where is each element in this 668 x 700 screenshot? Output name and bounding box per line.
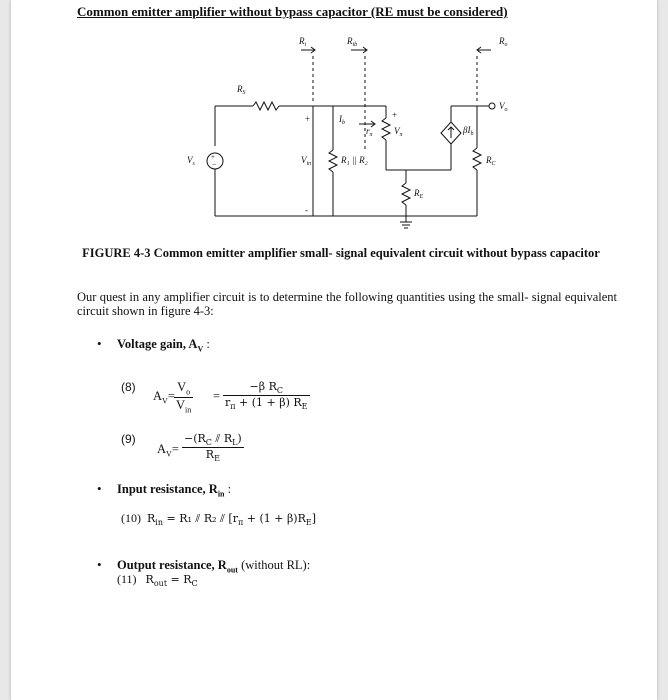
eq8-fraction-1: $V_o$ $V_{in}$ xyxy=(176,380,192,414)
r1r2-label: R₁ || R₂ xyxy=(341,155,368,165)
eq11-number: (11) xyxy=(117,572,137,586)
svg-text:−: − xyxy=(212,160,217,169)
r1r2-resistor-icon xyxy=(329,150,337,172)
circuit-diagram xyxy=(187,30,531,255)
vo-label: $V_o$ xyxy=(499,101,508,113)
eq9-fraction: $\frac{-(R_C ⫽ R_L)}{R_E}$ xyxy=(184,432,242,464)
vs-label: $V_s$ xyxy=(187,155,195,167)
beta-ib-label: $\beta I_b$ xyxy=(463,125,474,137)
re-resistor-icon xyxy=(402,183,410,205)
eq9-number: (9) xyxy=(121,432,136,446)
svg-text:+: + xyxy=(211,153,215,161)
ib-label: $I_b$ xyxy=(339,114,345,126)
intro-paragraph: Our quest in any amplifier circuit is to determine the following quantities using the small- signal equivalent circuit shown in figure 4-3: xyxy=(77,290,617,318)
rs-label: $R_S$ xyxy=(237,84,246,96)
vpi-plus: + xyxy=(392,110,398,120)
ri-label: $R_i$ xyxy=(299,36,307,48)
eq11: (11) $R_{out} = R_C$ xyxy=(117,572,198,589)
re-label: $R_E$ xyxy=(414,188,424,200)
document-title: Common emitter amplifier without bypass capacitor (RE must be considered) xyxy=(77,4,508,19)
input-resistance-heading: Input resistance, $R_{in}$ : xyxy=(117,482,232,499)
vin-label: $V_{in}$ xyxy=(301,155,312,167)
eq8-lhs: $A_V=$ xyxy=(153,389,175,406)
rc-resistor-icon xyxy=(473,148,481,170)
voltage-gain-heading: Voltage gain, $A_V$ : xyxy=(117,337,210,354)
ro-label: $R_o$ xyxy=(499,36,508,48)
document-page: Common emitter amplifier without bypass capacitor (RE must be considered) + − $R_i$ $R_{ib}$ $R_o$ $R_S$ $V_s$ + - $V_{in}$ R₁ || R₂ $I_b$ $r_\pi$ + $V_\pi$ $\beta I_b$ $R_C$ $R_E$ $V_o$ FIGURE 4-3 Common emitter amplifier small- signal equivalent circuit without bypass capacitor Our quest in any amplifier circuit is to determine the following quantities using the small- signal equivalent circuit shown in figure 4-3: • Voltage gain, $A_V$ : (8) $A_V=$ $V_o$ $V_{in}$ = $\frac{-\beta R_C}{r_\pi + (1 + \beta) R_E}$ (9) $A_V=$ $\frac{-(R_C ⫽ R_L)}{R_E}$ • Input resistance, $R_{in}$ : (10) $R_{in} = R_1$ ⫽ R₂ ⫽ $[r_\pi + (1 + \beta)R_E]$ • Output resistance, $R_{out}$ (without RL): (11) $R_{out} = R_C$ xyxy=(11,0,657,700)
output-terminal-icon xyxy=(489,103,495,109)
plus-sign: + xyxy=(305,114,311,124)
output-resistance-heading: Output resistance, $R_{out}$ (without RL): xyxy=(117,558,311,575)
rpi-label: $r_\pi$ xyxy=(366,126,373,138)
bullet-icon: • xyxy=(97,481,102,496)
rs-resistor-icon xyxy=(253,102,279,110)
bullet-icon: • xyxy=(97,336,102,351)
figure-caption: FIGURE 4-3 Common emitter amplifier small- signal equivalent circuit without bypass capacitor xyxy=(82,246,600,260)
eq9-lhs: $A_V=$ xyxy=(157,442,179,459)
eq10: (10) $R_{in} = R_1$ ⫽ R₂ ⫽ $[r_\pi + (1 + \beta)R_E]$ xyxy=(121,511,317,528)
rpi-resistor-icon xyxy=(382,118,390,140)
rc-label: $R_C$ xyxy=(486,155,496,167)
eq8-fraction-2: $\frac{-\beta R_C}{r_\pi + (1 + \beta) R_E}$ xyxy=(225,380,308,412)
bullet-icon: • xyxy=(97,557,102,572)
minus-sign: - xyxy=(305,205,308,215)
vpi-label: $V_\pi$ xyxy=(394,126,403,138)
eq10-number: (10) xyxy=(121,511,141,525)
rib-label: $R_{ib}$ xyxy=(347,36,358,48)
eq8-number: (8) xyxy=(121,380,136,394)
